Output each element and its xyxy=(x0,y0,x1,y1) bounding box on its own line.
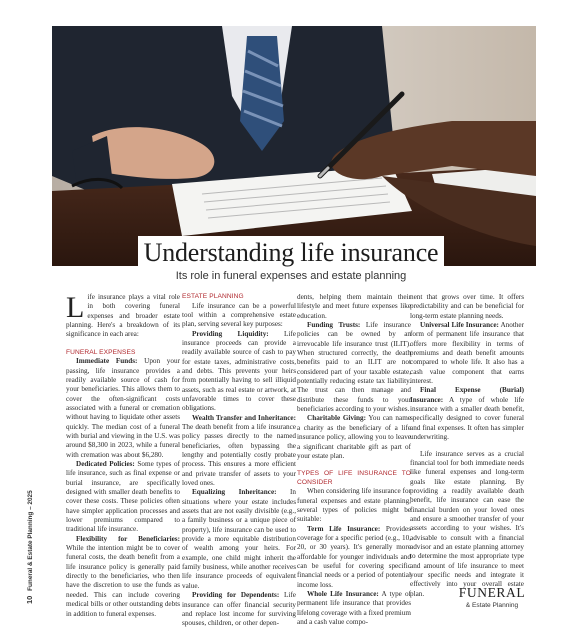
drop-cap: L xyxy=(66,291,85,324)
term-label: Immediate Funds: xyxy=(76,357,138,366)
term-label: Equalizing Inheritance: xyxy=(192,488,277,497)
hero-photo xyxy=(52,26,536,266)
paragraph-providing-liquidity xyxy=(182,330,296,414)
paragraph-final-expense xyxy=(410,386,524,442)
paragraph-text: The death benefit from a life insurance policy passes directly to the named beneficiaries, often bypassing the lengthy and potentially costly probate process. This ensures a more efficient and private transfer of assets to your loved ones. xyxy=(182,422,296,488)
paragraph-text: Some types of life insurance, such as final expense or burial insurance, are specifically designed with smaller death benefits to cover these costs. These policies often have simpler application processes and lower premiums compared to traditional life insurance. xyxy=(66,460,181,534)
term-label: Term Life Insurance: xyxy=(307,524,381,533)
paragraph-funding-trusts xyxy=(297,321,411,414)
term-label: Funding Trusts: xyxy=(307,321,361,330)
paragraph-conclusion: Life insurance serves as a crucial financial tool for both immediate needs like funeral expenses and long-term goals like estate planning. By providing a readily available death benefit, life insurance can ease the financial burden on your loved ones and ensure a smoother transfer of your assets according to your wishes. It's advisable to consult with a financial advisor and an estate planning attorney to determine the most appropriate type and amount of life insurance to meet your specific needs and integrate it effectively into your overall estate plan. xyxy=(410,449,524,598)
paragraph-text: Life insurance proceeds can provide a readily available source of cash to pay for estate taxes, administrative costs, and debts. This prevents your heirs from potentially having to sell illiquid assets, such as real estate or artwork, at unfavorable times to cover these obligations. xyxy=(182,329,296,413)
term-label: Charitable Giving: xyxy=(307,414,366,423)
paragraph-universal-life xyxy=(410,321,524,386)
paragraph-immediate-funds xyxy=(66,357,180,460)
term-label: Whole Life Insurance: xyxy=(307,589,379,598)
term-label: Providing Liquidity: xyxy=(192,329,269,338)
paragraph-text: A type of permanent life insurance that provides lifelong coverage with a fixed premium and a cash value compo- xyxy=(297,589,412,626)
paragraph-equalizing-inheritance xyxy=(182,488,296,591)
paragraph-text: You can name a charity as the beneficiary of a life insurance policy, allowing you to leave a significant charitable gift as part of your estate plan. xyxy=(297,414,411,460)
article-subhead: Its role in funeral expenses and estate planning xyxy=(175,270,407,282)
paragraph-text: Upon your passing, life insurance provides a readily available source of cash for your beneficiaries. This allows them to cover the often-significant costs associated with a funeral or cremation without having to liquidate other assets quickly. The median cost of a funeral with burial and viewing in the U.S. was around $8,300 in 2023, while a funeral with cremation was about $6,280. xyxy=(66,357,180,459)
article-headline: Understanding life insurance xyxy=(143,238,439,267)
funeral-estate-planning-logo xyxy=(444,585,540,609)
page-folio xyxy=(25,490,34,604)
logo-subtitle: & Estate Planning xyxy=(465,602,519,609)
article-column-4 xyxy=(410,293,524,599)
intro-paragraph xyxy=(66,293,180,340)
page-number: 10 xyxy=(25,595,34,604)
paragraph-wealth-transfer xyxy=(182,414,296,489)
paragraph-continued: dents, helping them maintain their lifestyle and meet future expenses like education. xyxy=(297,293,411,320)
term-label: Wealth Transfer and Inheritance: xyxy=(192,413,296,422)
paragraph-text: Life insurance policies can be owned by an irrevocable life insurance trust (ILIT). When structured correctly, the death benefits paid to an ILIT are not considered part of your taxable estate, potentially reducing estate tax liability. The trust can then manage and distribute these funds to your beneficiaries according to your wishes. xyxy=(297,321,411,414)
article-column-2 xyxy=(182,293,296,629)
term-label: Flexibility for Beneficiaries: xyxy=(76,534,180,543)
paragraph-flexibility xyxy=(66,535,180,619)
term-label: Final Expense (Burial) Insurance: xyxy=(410,386,524,404)
paragraph-whole-life xyxy=(297,590,411,627)
section-heading-funeral-expenses: FUNERAL EXPENSES xyxy=(66,348,136,356)
paragraph-text: Another form of permanent life insurance that offers more flexibility in terms of premiums and death benefit amounts compared to whole life. It also has a cash value component that earns interest. xyxy=(410,321,524,386)
paragraph-dedicated-policies xyxy=(66,460,180,535)
section-heading-types: TYPES OF LIFE INSURANCE TO CONSIDER xyxy=(297,470,411,486)
term-label: Providing for Dependents: xyxy=(192,591,280,600)
paragraph-providing-dependents xyxy=(182,591,296,628)
paragraph-types-intro: When considering life insurance for funeral expenses and estate planning, several types of policies might be suitable: xyxy=(297,487,411,524)
paragraph-text: While the intention might be to cover funeral costs, the death benefit from a life insurance policy is generally paid directly to the beneficiaries, who then have the discretion to use the funds as needed. This can include covering medical bills or other outstanding debts in addition to funeral expenses. xyxy=(66,544,180,618)
paragraph-estate-intro: Life insurance can be a powerful tool within a comprehensive estate plan, serving several key purposes: xyxy=(182,301,296,329)
paragraph-text: A type of whole life insurance with a smaller death benefit, specifically designed to cover funeral and final expenses. It often has simpler underwriting. xyxy=(410,395,524,442)
article-column-1 xyxy=(66,293,180,619)
paragraph-text: Provides coverage for a specific period (e.g., 10, 20, or 30 years). It's generally more affordable for younger individuals and can be useful for covering specific financial needs or a period of potential income loss. xyxy=(297,524,411,589)
paragraph-term-life xyxy=(297,525,411,590)
publication-name: Funeral & Estate Planning – 2025 xyxy=(27,490,34,591)
section-heading-estate-planning: ESTATE PLANNING xyxy=(182,293,244,300)
paragraph-text: Life insurance can offer financial security and replace lost income for surviving spouses, children, or other depen- xyxy=(182,591,296,628)
intro-text: ife insurance plays a vital role in both covering funeral expenses and broader estate planning. Here's a breakdown of its significance in each area: xyxy=(66,293,180,339)
term-label: Dedicated Policies: xyxy=(76,460,135,468)
paragraph-text: In situations where your estate includes assets that are not easily divisible (e.g., a family business or a unique piece of property), life insurance can be used to provide a more equitable distribution of wealth among your heirs. For example, one child might inherit the family business, while another receives life insurance proceeds of equivalent value. xyxy=(182,488,296,590)
article-column-3 xyxy=(297,293,411,627)
term-label: Universal Life Insurance: xyxy=(420,321,499,330)
paragraph-charitable-giving xyxy=(297,414,411,461)
logo-title: FUNERAL xyxy=(458,585,526,600)
signing-document-illustration xyxy=(52,26,536,266)
paragraph-continued: nent that grows over time. It offers predictability and can be beneficial for long-term estate planning needs. xyxy=(410,293,524,320)
